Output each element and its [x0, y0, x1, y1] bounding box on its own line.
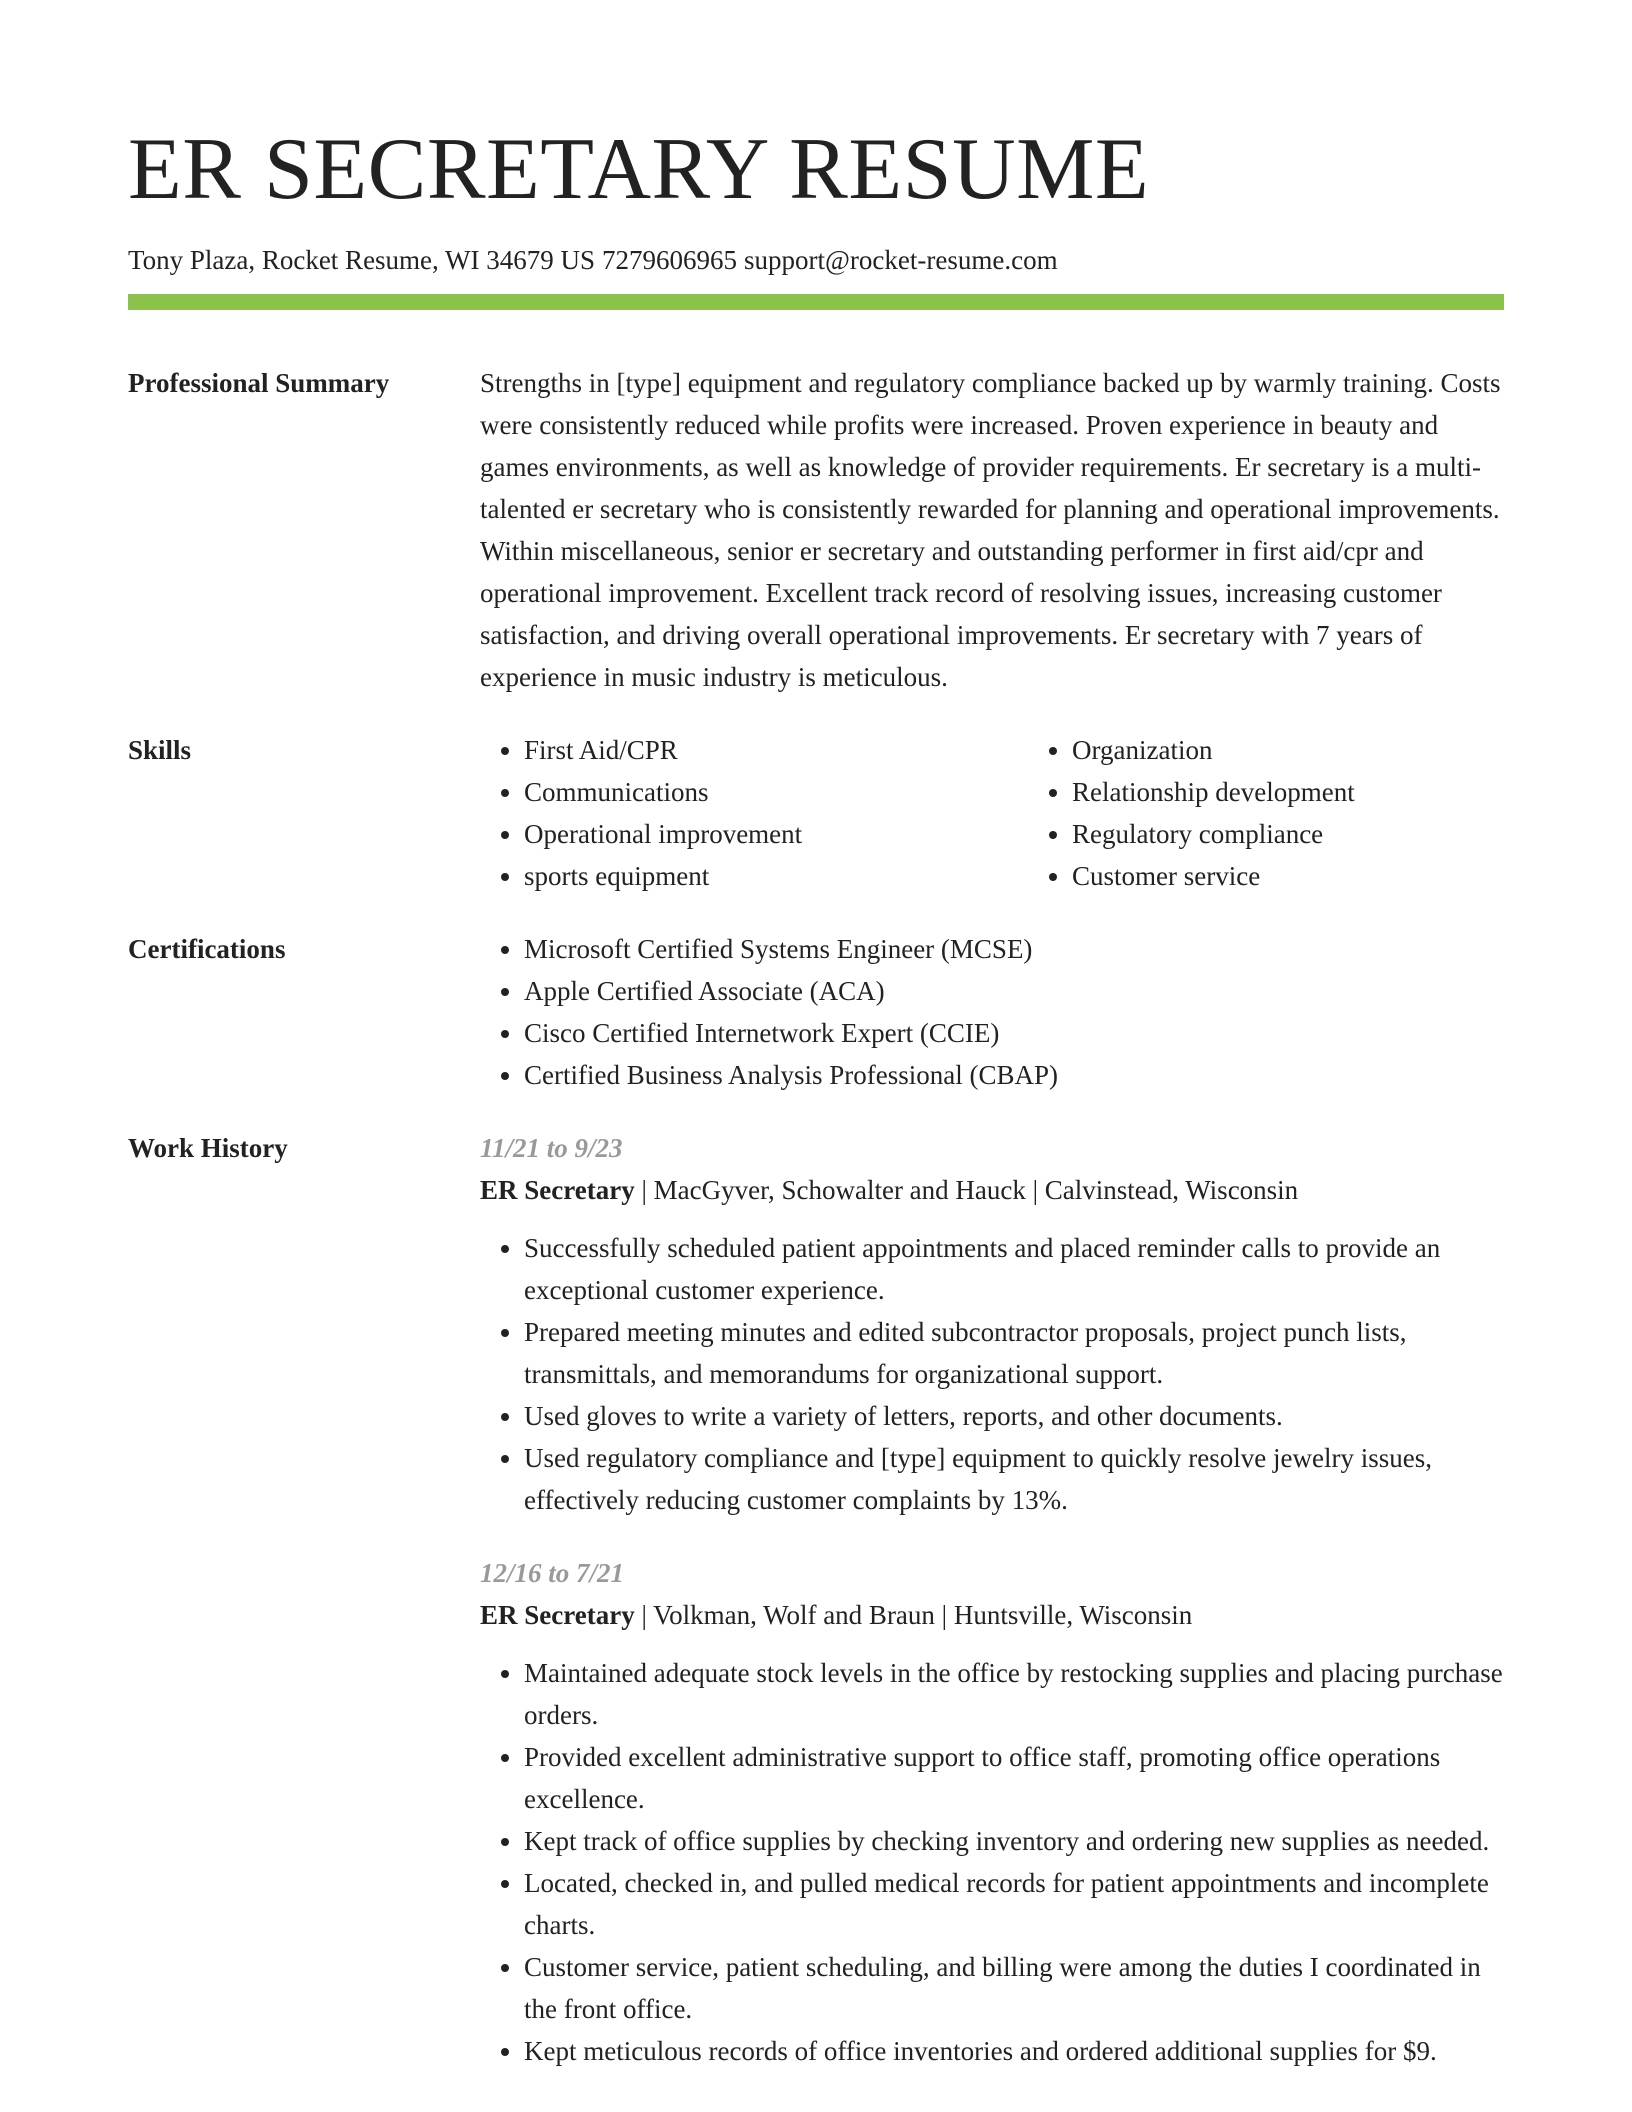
work-history-section — [128, 1127, 1504, 2072]
job-details: | Volkman, Wolf and Braun | Huntsville, Wisconsin — [634, 1600, 1193, 1630]
job-entry — [480, 1127, 1504, 1521]
skills-label: Skills — [128, 735, 192, 765]
summary-body — [480, 362, 1504, 698]
job-bullet: • Kept meticulous records of office inventories and ordered additional supplies for $9. — [524, 2030, 1504, 2072]
certifications-section — [128, 928, 1504, 1096]
skills-section — [128, 729, 1504, 897]
skill-item: • Relationship development — [1072, 771, 1576, 813]
skills-body — [480, 729, 1576, 897]
skill-item: • Communications — [524, 771, 1028, 813]
job-role: ER Secretary — [480, 1175, 635, 1205]
accent-divider — [128, 294, 1504, 310]
job-heading — [480, 1594, 1504, 1636]
job-bullets — [480, 1227, 1504, 1521]
job-bullet: • Provided excellent administrative support to office staff, promoting office operations excellence. — [524, 1736, 1504, 1820]
certification-item: • Cisco Certified Internetwork Expert (CCIE) — [524, 1012, 1504, 1054]
contact-phone: 7279606965 — [602, 245, 738, 275]
summary-label: Professional Summary — [128, 368, 390, 398]
contact-line — [128, 242, 1504, 278]
job-bullet: • Customer service, patient scheduling, and billing were among the duties I coordinated in the front office. — [524, 1946, 1504, 2030]
resume-title: ER SECRETARY RESUME — [128, 121, 1150, 218]
job-dates: 11/21 to 9/23 — [480, 1133, 623, 1163]
skills-list-right — [1028, 729, 1576, 897]
skills-list-left — [480, 729, 1028, 897]
job-bullet: • Kept track of office supplies by checking inventory and ordering new supplies as needed. — [524, 1820, 1504, 1862]
certification-item: • Certified Business Analysis Professional (CBAP) — [524, 1054, 1504, 1096]
certifications-list — [480, 928, 1504, 1096]
job-role: ER Secretary — [480, 1600, 635, 1630]
work-history-label: Work History — [128, 1133, 288, 1163]
skill-item: • Operational improvement — [524, 813, 1028, 855]
job-bullet: • Maintained adequate stock levels in the office by restocking supplies and placing purchase orders. — [524, 1652, 1504, 1736]
job-bullet: • Prepared meeting minutes and edited subcontractor proposals, project punch lists, transmittals, and memorandums for organizational support. — [524, 1311, 1504, 1395]
certification-item: • Apple Certified Associate (ACA) — [524, 970, 1504, 1012]
contact-address: Tony Plaza, Rocket Resume, WI 34679 US — [128, 245, 596, 275]
summary-text: Strengths in [type] equipment and regulatory compliance backed up by warmly training. Costs were consistently reduced while profits were increased. Proven experience in beauty and games environments, as well as knowledge of provider requirements. Er secretary is a multi-talented er secretary who is consistently rewarded for planning and operational improvements. Within miscellaneous, senior er secretary and outstanding performer in first aid/cpr and operational improvement. Excellent track record of resolving issues, increasing customer satisfaction, and driving overall operational improvements. Er secretary with 7 years of experience in music industry is meticulous. — [480, 368, 1501, 692]
certification-item: • Microsoft Certified Systems Engineer (MCSE) — [524, 928, 1504, 970]
work-history-body — [480, 1127, 1504, 2072]
skill-item: • Organization — [1072, 729, 1576, 771]
job-bullet: • Used gloves to write a variety of letters, reports, and other documents. — [524, 1395, 1504, 1437]
skill-item: • Customer service — [1072, 855, 1576, 897]
job-dates: 12/16 to 7/21 — [480, 1558, 625, 1588]
skill-item: • sports equipment — [524, 855, 1028, 897]
skill-item: • Regulatory compliance — [1072, 813, 1576, 855]
job-bullets — [480, 1652, 1504, 2072]
summary-section — [128, 362, 1504, 698]
job-bullet: • Successfully scheduled patient appointments and placed reminder calls to provide an exceptional customer experience. — [524, 1227, 1504, 1311]
job-bullet: • Used regulatory compliance and [type] equipment to quickly resolve jewelry issues, effectively reducing customer complaints by 13%. — [524, 1437, 1504, 1521]
skill-item: • First Aid/CPR — [524, 729, 1028, 771]
contact-email: support@rocket-resume.com — [744, 245, 1058, 275]
certifications-label: Certifications — [128, 934, 286, 964]
job-bullet: • Located, checked in, and pulled medical records for patient appointments and incomplete charts. — [524, 1862, 1504, 1946]
job-entry — [480, 1552, 1504, 2072]
job-details: | MacGyver, Schowalter and Hauck | Calvinstead, Wisconsin — [634, 1175, 1299, 1205]
job-heading — [480, 1169, 1504, 1211]
certifications-body — [480, 928, 1504, 1096]
